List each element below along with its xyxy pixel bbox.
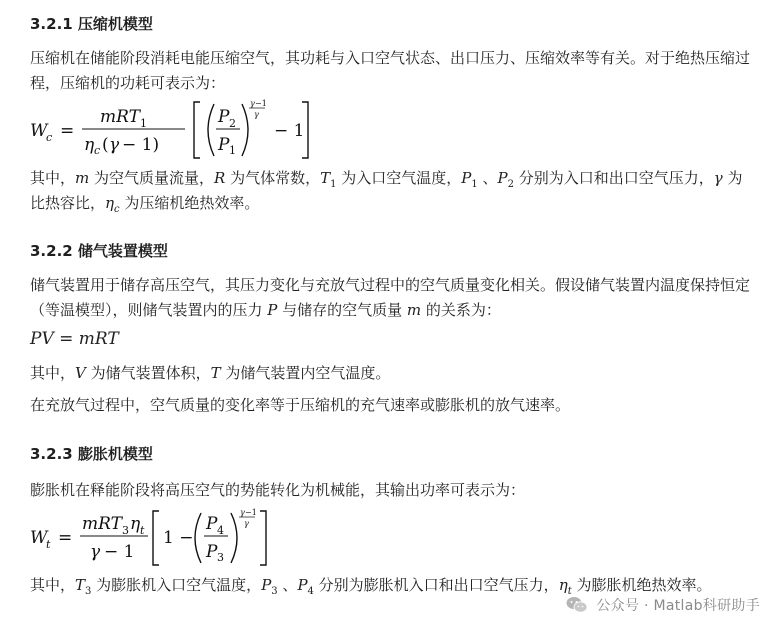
svg-text:1: 1 xyxy=(140,117,147,130)
svg-text:P: P xyxy=(206,542,218,562)
storage-rate-statement: 在充放气过程中，空气质量的变化率等于压缩机的充气速率或膨胀机的放气速率。 xyxy=(30,396,571,414)
svg-text:mRT: mRT xyxy=(82,514,122,534)
svg-text:P: P xyxy=(218,135,230,155)
expander-power-formula xyxy=(30,507,290,575)
watermark-text: 公众号 · Matlab科研助手 xyxy=(596,598,760,614)
svg-text:c: c xyxy=(94,144,101,157)
svg-text:− 1: − 1 xyxy=(274,121,305,141)
svg-text:1 −: 1 − xyxy=(163,528,194,548)
svg-text:η: η xyxy=(130,514,141,534)
svg-text:P: P xyxy=(218,107,230,127)
svg-text:γ: γ xyxy=(244,519,249,528)
svg-text:γ: γ xyxy=(240,508,245,517)
svg-text:2: 2 xyxy=(229,117,236,130)
svg-text:γ: γ xyxy=(90,542,101,562)
expander-intro: 膨胀机在释能阶段将高压空气的势能转化为机械能，其输出功率可表示为： xyxy=(30,481,526,499)
svg-text:mRT: mRT xyxy=(100,107,140,127)
storage-variable-description: 其中，V 为储气装置体积，T 为储气装置内空气温度。 xyxy=(30,364,391,382)
svg-text:η: η xyxy=(84,135,95,155)
storage-state-equation: PV = mRT xyxy=(30,329,119,349)
compressor-power-formula xyxy=(30,92,330,166)
wechat-icon xyxy=(566,596,588,614)
section-heading-expander: 3.2.3 膨胀机模型 xyxy=(30,445,153,463)
expander-variable-description: 其中，$T_3$ 为膨胀机入口空气温度，$P_3$ 、$P_4$ 分别为膨胀机入口和出口空气压力，$\eta_t$ 为膨胀机绝热效率。 xyxy=(30,576,712,597)
svg-text:c: c xyxy=(46,131,53,144)
svg-text:1: 1 xyxy=(229,144,236,157)
watermark xyxy=(566,592,760,618)
svg-text:4: 4 xyxy=(217,524,224,537)
svg-text:W: W xyxy=(30,528,48,548)
svg-text:− 1): − 1) xyxy=(122,135,160,155)
storage-intro: 储气装置用于储存高压空气，其压力变化与充放气过程中的空气质量变化相关。假设储气装置内温度保持恒定（等温模型），则储气装置内的压力 P 与储存的空气质量 m 的关系为： xyxy=(30,276,751,319)
svg-text:W: W xyxy=(30,121,48,141)
svg-text:3: 3 xyxy=(217,551,224,564)
compressor-variable-description: 其中，m 为空气质量流量，R 为气体常数，$T_1$ 为入口空气温度，$P_1$ 、$P_2$ 分别为入口和出口空气压力，γ 为比热容比，$\eta_c$ 为压缩机绝热效率。 xyxy=(30,169,743,215)
svg-text:t: t xyxy=(140,524,145,537)
svg-text:(: ( xyxy=(102,135,109,155)
svg-text:−1: −1 xyxy=(255,99,267,108)
svg-text:t: t xyxy=(46,538,51,551)
svg-text:=: = xyxy=(58,528,73,548)
svg-text:γ: γ xyxy=(109,135,120,155)
svg-text:3: 3 xyxy=(122,524,129,537)
svg-text:P: P xyxy=(206,514,218,534)
svg-text:=: = xyxy=(60,121,75,141)
section-heading-storage: 3.2.2 储气装置模型 xyxy=(30,242,168,260)
svg-text:γ: γ xyxy=(250,99,255,108)
svg-text:−1: −1 xyxy=(245,508,257,517)
section-heading-compressor: 3.2.1 压缩机模型 xyxy=(30,15,153,33)
svg-text:γ: γ xyxy=(254,110,259,119)
svg-text:− 1: − 1 xyxy=(104,542,135,562)
compressor-intro: 压缩机在储能阶段消耗电能压缩空气，其功耗与入口空气状态、出口压力、压缩效率等有关。对于绝热压缩过程，压缩机的功耗可表示为： xyxy=(30,49,751,92)
